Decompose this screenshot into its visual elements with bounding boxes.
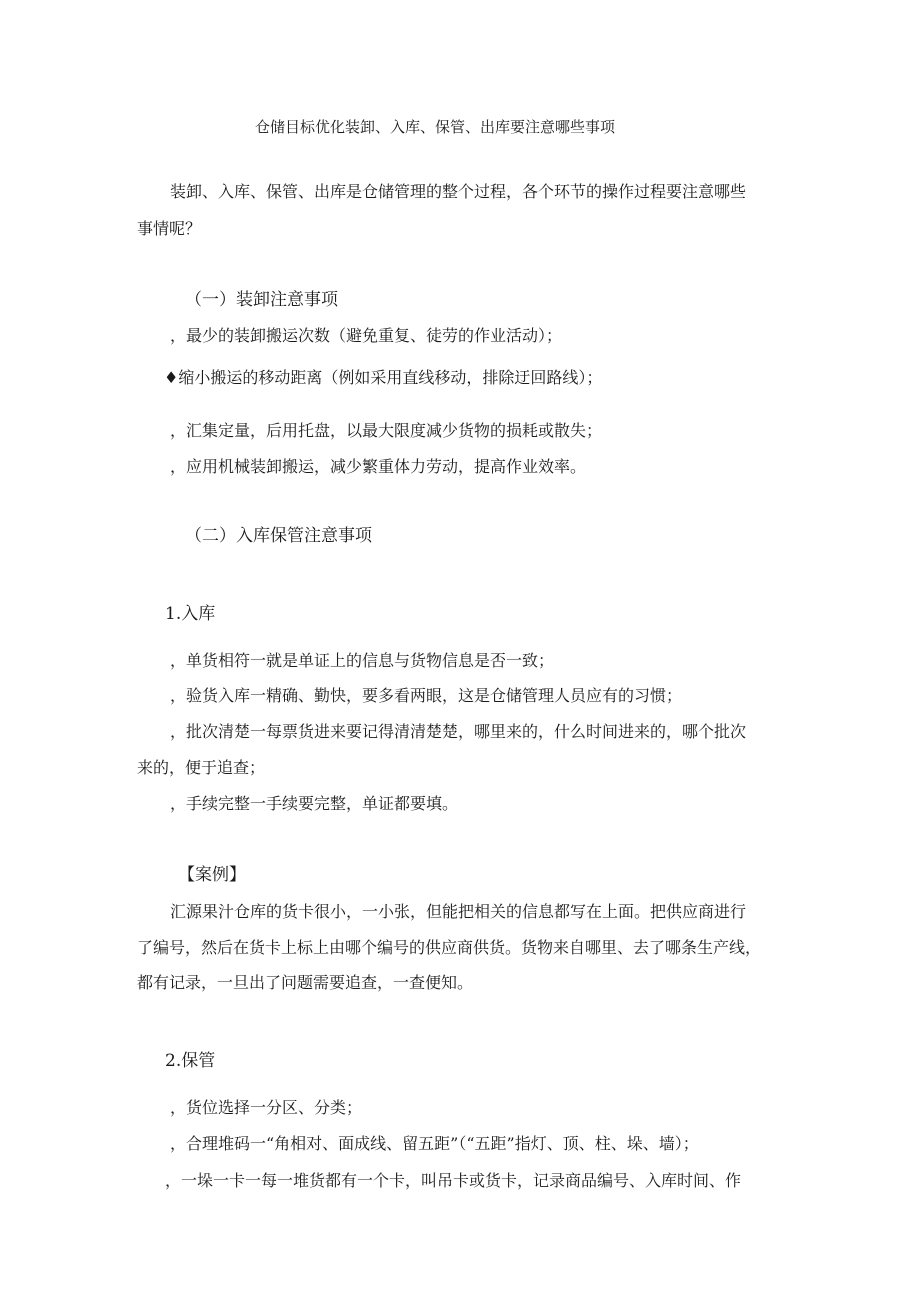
document-title: 仓储目标优化装卸、入库、保管、出库要注意哪些事项 [255, 118, 616, 136]
section1-item: ♦缩小搬运的移动距离（例如采用直线移动，排除迂回路线）； [164, 368, 603, 387]
sub2-item: ，货位选择一分区、分类； [170, 1098, 363, 1117]
sub1-item: ，批次清楚一每票货进来要记得清清楚楚，哪里来的，什么时间进来的，哪个批次 [170, 722, 747, 741]
section2-sub2-heading: 2.保管 [165, 1051, 216, 1071]
section2-sub1-heading: 1.入库 [165, 604, 216, 624]
section1-item: ，汇集定量，后用托盘，以最大限度减少货物的损耗或散失； [170, 421, 603, 440]
case-heading: 【案例】 [178, 865, 246, 885]
section1-item: ，最少的装卸搬运次数（避免重复、徒劳的作业活动）； [170, 326, 563, 345]
sub1-item: ，手续完整一手续要完整，单证都要填。 [170, 794, 459, 813]
sub1-item-continuation: 来的，便于追查； [137, 758, 266, 777]
case-line-1: 汇源果汁仓库的货卡很小，一小张，但能把相关的信息都写在上面。把供应商进行 [170, 902, 747, 921]
intro-line-2: 事情呢？ [137, 219, 202, 238]
sub2-item: ，一垛一卡一每一堆货都有一个卡，叫吊卡或货卡，记录商品编号、入库时间、作 [165, 1171, 742, 1190]
section2-heading: （二）入库保管注意事项 [185, 526, 372, 546]
case-line-2: 了编号，然后在货卡上标上由哪个编号的供应商供货。货物来自哪里、去了哪条生产线， [137, 938, 762, 957]
section1-item: ，应用机械装卸搬运，减少繁重体力劳动，提高作业效率。 [170, 457, 587, 476]
case-line-3: 都有记录，一旦出了问题需要追查，一查便知。 [137, 973, 474, 992]
sub2-item: ，合理堆码一“角相对、面成线、留五距”（“五距”指灯、顶、柱、垛、墙）； [170, 1134, 699, 1153]
section1-heading: （一）装卸注意事项 [185, 290, 338, 310]
sub1-item: ，单货相符一就是单证上的信息与货物信息是否一致； [170, 651, 555, 670]
intro-line-1: 装卸、入库、保管、出库是仓储管理的整个过程，各个环节的操作过程要注意哪些 [170, 182, 747, 201]
sub1-item: ，验货入库一精确、勤快，要多看两眼，这是仓储管理人员应有的习惯； [170, 686, 683, 705]
